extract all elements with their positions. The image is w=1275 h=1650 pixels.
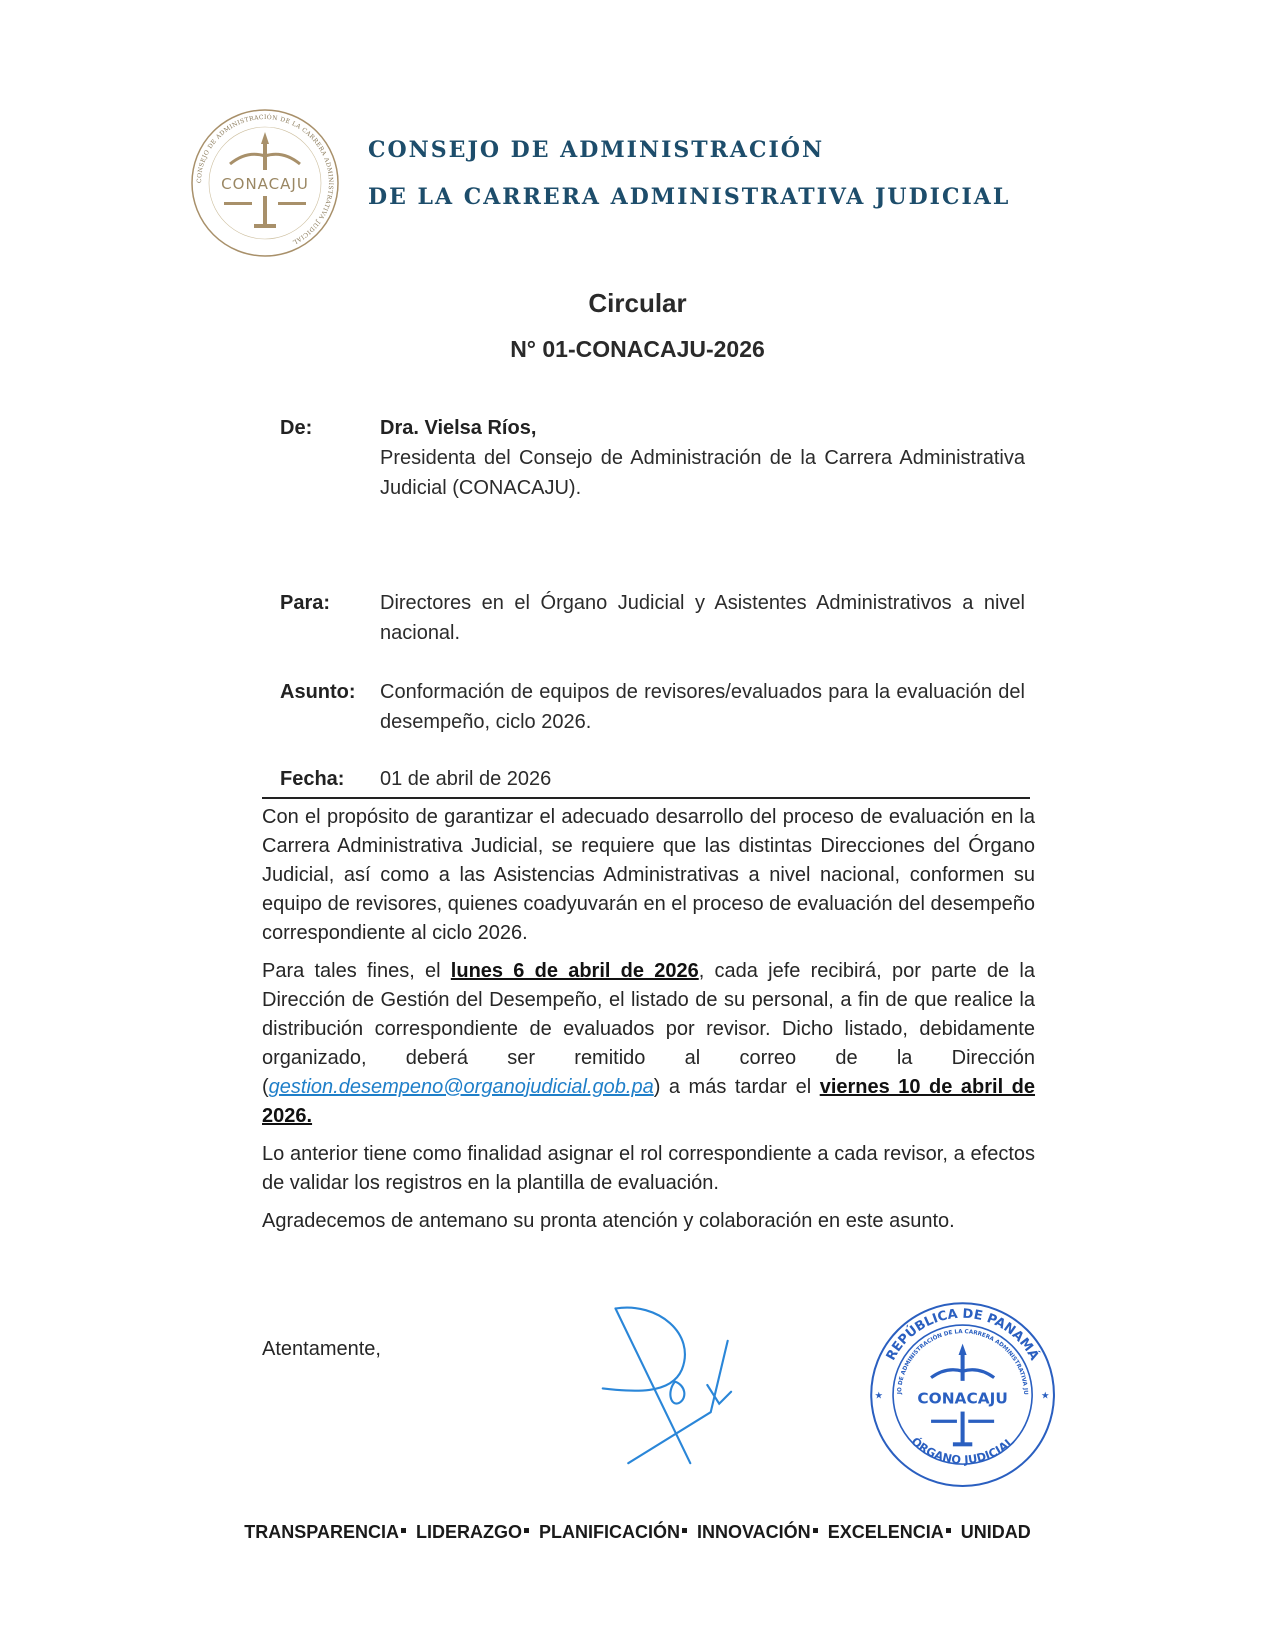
logo-ring-text: CONSEJO DE ADMINISTRACIÓN DE LA CARRERA ADMINISTRATIVA JUDICIAL (195, 113, 335, 246)
paragraph-1: Con el propósito de garantizar el adecuado desarrollo del proceso de evaluación en la Carrera Administrativa Judicial, se requiere que las distintas Direcciones del Órgano Judicial, así como a las Asistencias Administrativas a nivel nacional, conformen su equipo de revisores, quienes coadyuvarán en el proceso de evaluación del desempeño correspondiente al ciclo 2026. (262, 806, 1035, 944)
bullet-icon (524, 1528, 529, 1533)
bullet-icon (813, 1528, 818, 1533)
footer-value: PLANIFICACIÓN (538, 1522, 680, 1542)
document-type: Circular (588, 288, 687, 318)
footer-value: EXCELENCIA (827, 1522, 944, 1542)
para-value: Directores en el Órgano Judicial y Asistentes Administrativos a nivel nacional. (380, 592, 1025, 644)
handwritten-signature (590, 1300, 760, 1470)
asunto-label: Asunto: (280, 681, 356, 703)
star-icon: ★ (874, 1390, 884, 1402)
letter-body (262, 803, 1035, 1236)
stamp-ring-text: JO DE ADMINISTRACIÓN DE LA CARRERA ADMINISTRATIVA JU (897, 1329, 1029, 1395)
document-number: N° 01-CONACAJU-2026 (510, 336, 765, 362)
sender-name: Dra. Vielsa Ríos, (380, 417, 537, 439)
deadline-date-2: viernes 10 de abril de 2026. (262, 1076, 1036, 1127)
stamp-top-text: REPÚBLICA DE PANAMÁ (883, 1306, 1042, 1364)
stamp-center-text: CONACAJU (917, 1389, 1008, 1408)
fecha-label: Fecha: (280, 768, 345, 790)
paragraph-2 (262, 957, 1035, 1131)
fecha-value: 01 de abril de 2026 (380, 768, 552, 790)
asunto-value: Conformación de equipos de revisores/evaluados para la evaluación del desempeño, ciclo 2026. (380, 681, 1025, 733)
header-line-2: DE LA CARRERA ADMINISTRATIVA JUDICIAL (368, 184, 1011, 210)
p2-text-b: , cada jefe recibirá, por parte de la Dirección de Gestión del Desempeño, el listado de su personal, a fin de que realice la distribución correspondiente de evaluados por revisor. Dicho listado, debidamente organizado, deberá ser remitido al correo de la Dirección ( (262, 960, 1035, 1098)
deadline-date-1: lunes 6 de abril de 2026 (450, 960, 699, 982)
star-icon: ★ (1041, 1390, 1050, 1402)
official-stamp (868, 1300, 1058, 1490)
paragraph-4: Agradecemos de antemano su pronta atención y colaboración en este asunto. (262, 1210, 955, 1232)
scales-of-justice-icon (190, 108, 340, 258)
closing: Atentamente, (262, 1338, 381, 1360)
bullet-icon (682, 1528, 687, 1533)
bullet-icon (946, 1528, 951, 1533)
de-block (380, 413, 1025, 503)
footer-value: UNIDAD (960, 1522, 1031, 1542)
footer-value: INNOVACIÓN (697, 1522, 811, 1542)
bullet-icon (401, 1528, 406, 1533)
para-label: Para: (280, 592, 331, 614)
de-label: De: (280, 417, 313, 439)
stamp-bottom-text: ÓRGANO JUDICIAL (908, 1434, 1017, 1467)
paragraph-3: Lo anterior tiene como finalidad asignar el rol correspondiente a cada revisor, a efectos de validar los registros en la plantilla de evaluación. (262, 1143, 1035, 1194)
p2-text-a: Para tales fines, el (262, 960, 451, 982)
footer-value: LIDERAZGO (415, 1522, 522, 1542)
values-footer (0, 1522, 1275, 1543)
sender-title: Presidenta del Consejo de Administración de la Carrera Administrativa Judicial (CONACAJU). (380, 447, 1025, 499)
divider-rule (262, 797, 1030, 799)
conacaju-logo (190, 108, 340, 258)
email-link[interactable]: gestion.desempeno@organojudicial.gob.pa (268, 1076, 654, 1098)
p2-text-c: ) a más tardar el (653, 1076, 820, 1098)
footer-value: TRANSPARENCIA (244, 1522, 399, 1542)
header-line-1: CONSEJO DE ADMINISTRACIÓN (368, 137, 825, 163)
stamp-seal-icon (868, 1300, 1058, 1490)
logo-text: CONACAJU (221, 175, 309, 193)
